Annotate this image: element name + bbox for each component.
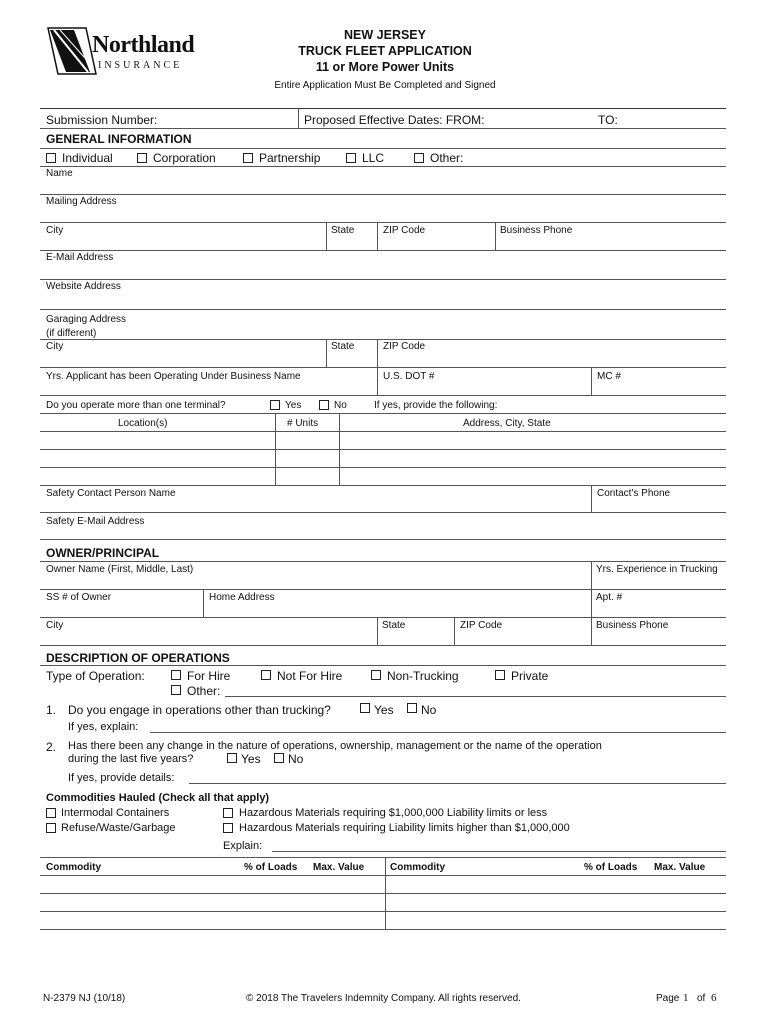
other-operation-line[interactable] [225, 696, 726, 697]
for-hire-label: For Hire [187, 669, 231, 683]
effective-dates-label: Proposed Effective Dates: FROM: [304, 113, 485, 127]
hazmat-high-checkbox[interactable] [223, 823, 233, 833]
commodities-heading: Commodities Hauled (Check all that apply) [46, 792, 270, 804]
question-2-text: Has there been any change in the nature of operations, ownership, management or the name of the operation [68, 740, 602, 752]
hazmat-low-checkbox[interactable] [223, 808, 233, 818]
page-label: Page [656, 993, 680, 1004]
corporation-label: Corporation [153, 151, 216, 165]
question-1-number: 1. [46, 703, 57, 717]
owner-city-label: City [46, 620, 64, 631]
garaging-if-different: (if different) [46, 328, 97, 339]
other-operation-checkbox[interactable] [171, 685, 181, 695]
email-label: E-Mail Address [46, 252, 114, 263]
question-2-details-line[interactable] [189, 783, 726, 784]
to-date-label: TO: [598, 113, 618, 127]
title-form: TRUCK FLEET APPLICATION [298, 44, 472, 58]
terminal-yes-label: Yes [285, 400, 302, 411]
llc-checkbox[interactable] [346, 153, 356, 163]
private-label: Private [511, 669, 549, 683]
terminal-no-label: No [334, 400, 347, 411]
question-1-yes-label: Yes [374, 703, 394, 717]
individual-label: Individual [62, 151, 113, 165]
question-2-yes-label: Yes [241, 752, 261, 766]
usdot-label: U.S. DOT # [383, 371, 435, 382]
city-label: City [46, 225, 64, 236]
commodity-header-left: Commodity [46, 862, 101, 873]
title-state: NEW JERSEY [344, 28, 426, 42]
commodity-header-right: Commodity [390, 862, 445, 873]
non-trucking-checkbox[interactable] [371, 670, 381, 680]
owner-name-label: Owner Name (First, Middle, Last) [46, 564, 194, 575]
mailing-address-label: Mailing Address [46, 196, 117, 207]
operations-heading: DESCRIPTION OF OPERATIONS [46, 651, 230, 665]
partnership-label: Partnership [259, 151, 321, 165]
question-2-number: 2. [46, 740, 57, 754]
garaging-address-label: Garaging Address [46, 314, 127, 325]
name-label: Name [46, 168, 73, 179]
max-value-header-left: Max. Value [313, 862, 365, 873]
other-entity-checkbox[interactable] [414, 153, 424, 163]
corporation-checkbox[interactable] [137, 153, 147, 163]
loads-header-left: % of Loads [244, 862, 298, 873]
zip-label: ZIP Code [383, 225, 426, 236]
safety-contact-label: Safety Contact Person Name [46, 488, 176, 499]
business-phone-label: Business Phone [500, 225, 573, 236]
not-for-hire-checkbox[interactable] [261, 670, 271, 680]
locations-header: Location(s) [118, 418, 168, 429]
address-city-state-header: Address, City, State [463, 418, 551, 429]
years-experience-label: Yrs. Experience in Trucking [596, 564, 718, 575]
home-address-label: Home Address [209, 592, 275, 603]
question-1-no-checkbox[interactable] [407, 703, 417, 713]
form-number: N-2379 NJ (10/18) [43, 993, 126, 1004]
partnership-checkbox[interactable] [243, 153, 253, 163]
page-number: 1 [683, 992, 689, 1004]
logo-tagline: INSURANCE [98, 60, 183, 71]
owner-principal-heading: OWNER/PRINCIPAL [46, 546, 160, 560]
question-1-no-label: No [421, 703, 437, 717]
max-value-header-right: Max. Value [654, 862, 706, 873]
refuse-label: Refuse/Waste/Garbage [61, 822, 176, 834]
other-operation-label: Other: [187, 684, 221, 698]
commodities-explain-line[interactable] [272, 851, 726, 852]
non-trucking-label: Non-Trucking [387, 669, 459, 683]
question-1-text: Do you engage in operations other than trucking? [68, 703, 331, 717]
general-information-heading: GENERAL INFORMATION [46, 132, 192, 146]
submission-number-label: Submission Number: [46, 113, 158, 127]
for-hire-checkbox[interactable] [171, 670, 181, 680]
state-label: State [331, 225, 355, 236]
terminal-yes-checkbox[interactable] [270, 400, 280, 410]
years-operating-label: Yrs. Applicant has been Operating Under Business Name [46, 371, 301, 382]
owner-zip-label: ZIP Code [460, 620, 503, 631]
if-yes-provide-label: If yes, provide the following: [374, 400, 498, 411]
website-label: Website Address [46, 281, 121, 292]
question-1-explain-label: If yes, explain: [68, 721, 139, 733]
not-for-hire-label: Not For Hire [277, 669, 343, 683]
question-1-yes-checkbox[interactable] [360, 703, 370, 713]
safety-email-label: Safety E-Mail Address [46, 516, 145, 527]
question-2-yes-checkbox[interactable] [227, 753, 237, 763]
garaging-zip-label: ZIP Code [383, 341, 426, 352]
intermodal-label: Intermodal Containers [61, 807, 170, 819]
intermodal-checkbox[interactable] [46, 808, 56, 818]
question-2-details-label: If yes, provide details: [68, 772, 175, 784]
owner-business-phone-label: Business Phone [596, 620, 669, 631]
owner-ss-label: SS # of Owner [46, 592, 112, 603]
private-checkbox[interactable] [495, 670, 505, 680]
completion-note: Entire Application Must Be Completed and Signed [274, 80, 496, 91]
copyright: © 2018 The Travelers Indemnity Company. All rights reserved. [246, 993, 521, 1004]
other-entity-label: Other: [430, 151, 464, 165]
question-2-no-checkbox[interactable] [274, 753, 284, 763]
of-label: of [697, 993, 706, 1004]
individual-checkbox[interactable] [46, 153, 56, 163]
units-header: # Units [287, 418, 319, 429]
apt-label: Apt. # [596, 592, 623, 603]
hazmat-low-label: Hazardous Materials requiring $1,000,000 Liability limits or less [239, 807, 548, 819]
refuse-checkbox[interactable] [46, 823, 56, 833]
type-of-operation-label: Type of Operation: [46, 669, 145, 683]
logo-wordmark: Northland [92, 32, 195, 58]
question-2-no-label: No [288, 752, 304, 766]
contact-phone-label: Contact's Phone [597, 488, 671, 499]
garaging-state-label: State [331, 341, 355, 352]
llc-label: LLC [362, 151, 385, 165]
total-pages: 6 [711, 992, 717, 1004]
mc-label: MC # [597, 371, 621, 382]
title-units: 11 or More Power Units [315, 60, 455, 74]
multiple-terminal-question: Do you operate more than one terminal? [46, 400, 226, 411]
garaging-city-label: City [46, 341, 64, 352]
owner-state-label: State [382, 620, 406, 631]
hazmat-high-label: Hazardous Materials requiring Liability limits higher than $1,000,000 [239, 822, 570, 834]
terminal-no-checkbox[interactable] [319, 400, 329, 410]
question-1-explain-line[interactable] [150, 732, 726, 733]
loads-header-right: % of Loads [584, 862, 638, 873]
commodities-explain-label: Explain: [223, 840, 263, 852]
question-2-text-cont: during the last five years? [68, 753, 194, 765]
